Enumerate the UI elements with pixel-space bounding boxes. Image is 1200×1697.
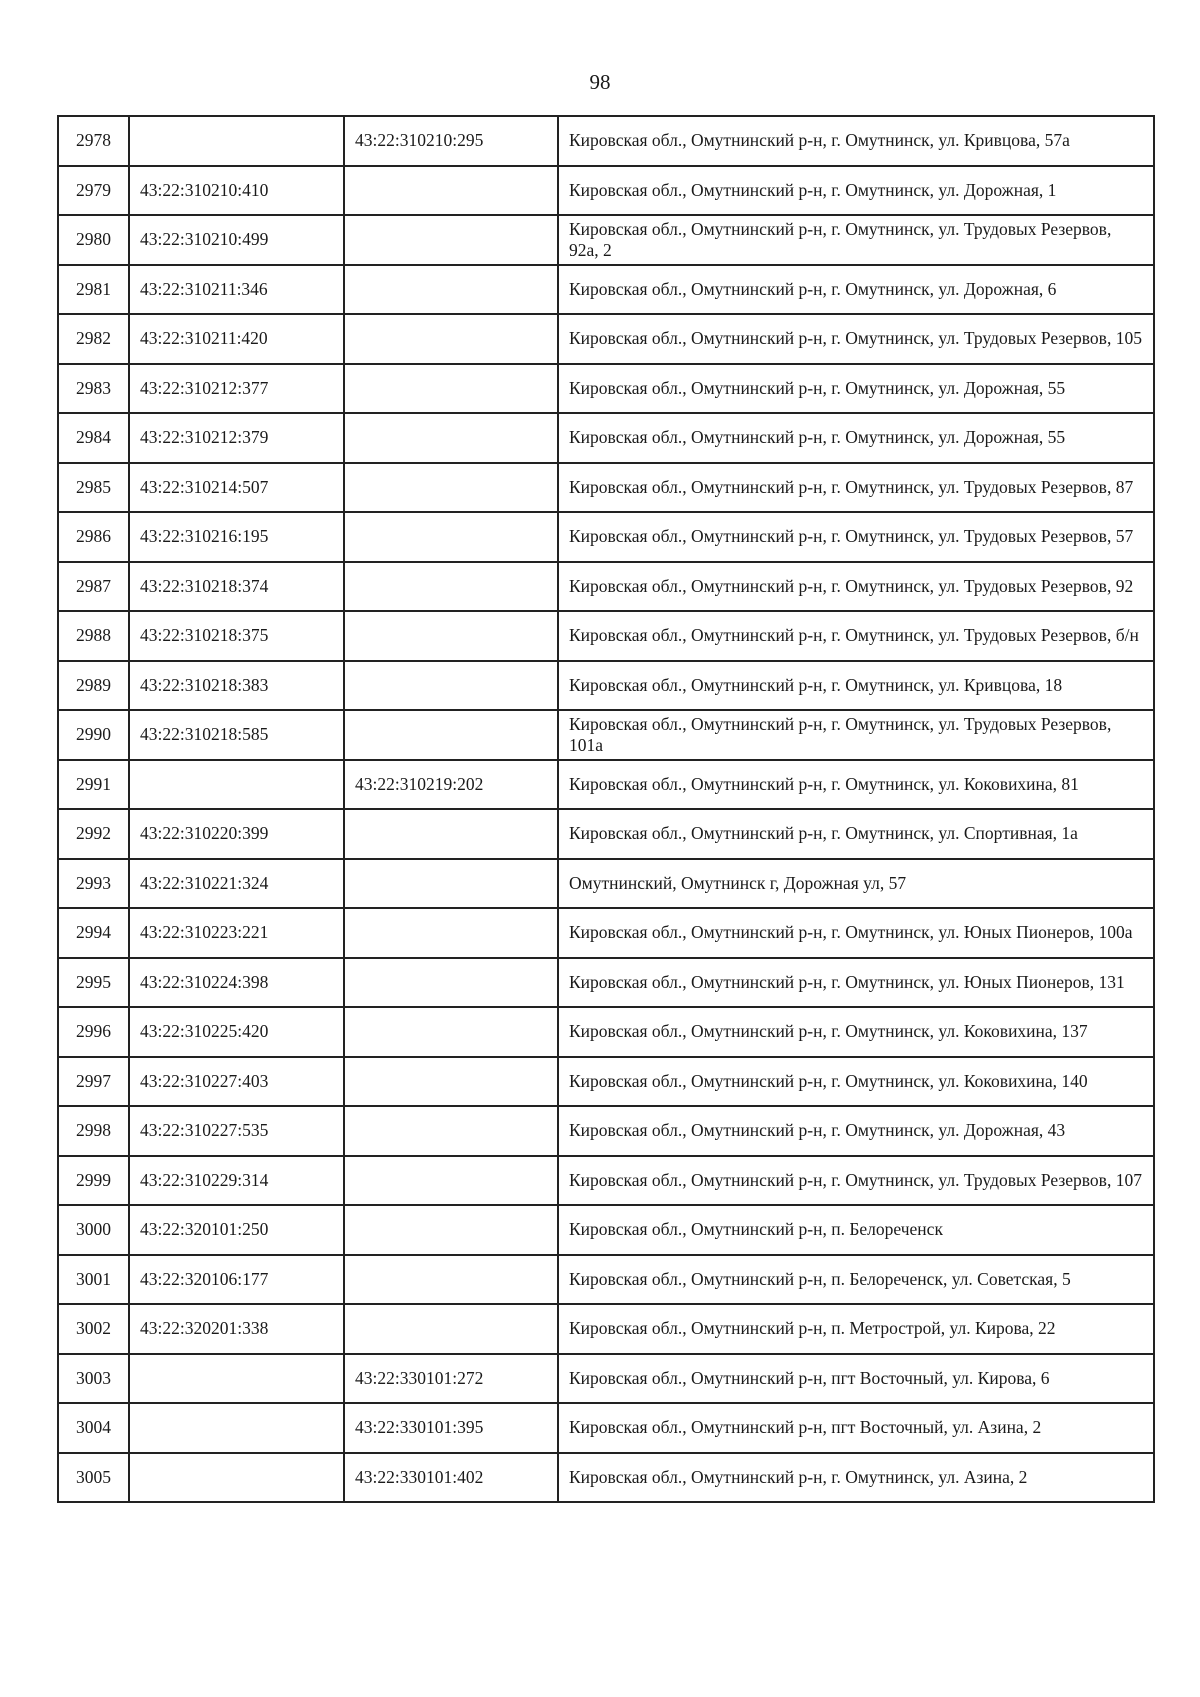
building-cadastral-number-cell — [344, 463, 558, 513]
table-row — [58, 1304, 1154, 1354]
cadastral-number-cell: 43:22:310229:314 — [129, 1156, 344, 1206]
row-number-cell: 3005 — [58, 1453, 129, 1503]
building-cadastral-number-cell: 43:22:310210:295 — [344, 116, 558, 166]
table-row — [58, 661, 1154, 711]
table-row — [58, 314, 1154, 364]
cadastral-number-cell: 43:22:310214:507 — [129, 463, 344, 513]
building-cadastral-number-cell — [344, 1255, 558, 1305]
cadastral-number-cell: 43:22:310227:535 — [129, 1106, 344, 1156]
building-cadastral-number-cell: 43:22:330101:272 — [344, 1354, 558, 1404]
address-cell: Кировская обл., Омутнинский р-н, г. Омутнинск, ул. Азина, 2 — [558, 1453, 1154, 1503]
row-number-cell: 2987 — [58, 562, 129, 612]
cadastral-number-cell — [129, 116, 344, 166]
address-cell: Кировская обл., Омутнинский р-н, пгт Восточный, ул. Кирова, 6 — [558, 1354, 1154, 1404]
cadastral-number-cell: 43:22:310211:346 — [129, 265, 344, 315]
address-cell: Кировская обл., Омутнинский р-н, г. Омутнинск, ул. Трудовых Резервов, б/н — [558, 611, 1154, 661]
cadastral-number-cell: 43:22:310216:195 — [129, 512, 344, 562]
table-row — [58, 215, 1154, 265]
cadastral-number-cell: 43:22:320201:338 — [129, 1304, 344, 1354]
row-number-cell: 2988 — [58, 611, 129, 661]
table-row — [58, 760, 1154, 810]
cadastral-number-cell: 43:22:310218:375 — [129, 611, 344, 661]
address-cell: Кировская обл., Омутнинский р-н, г. Омутнинск, ул. Трудовых Резервов, 57 — [558, 512, 1154, 562]
address-cell: Омутнинский, Омутнинск г, Дорожная ул, 57 — [558, 859, 1154, 909]
row-number-cell: 3000 — [58, 1205, 129, 1255]
building-cadastral-number-cell — [344, 1156, 558, 1206]
address-cell: Кировская обл., Омутнинский р-н, г. Омутнинск, ул. Коковихина, 137 — [558, 1007, 1154, 1057]
row-number-cell: 2984 — [58, 413, 129, 463]
address-cell: Кировская обл., Омутнинский р-н, г. Омутнинск, ул. Трудовых Резервов, 92а, 2 — [558, 215, 1154, 265]
building-cadastral-number-cell — [344, 413, 558, 463]
cadastral-number-cell: 43:22:310218:585 — [129, 710, 344, 760]
address-cell: Кировская обл., Омутнинский р-н, г. Омутнинск, ул. Трудовых Резервов, 105 — [558, 314, 1154, 364]
address-cell: Кировская обл., Омутнинский р-н, г. Омутнинск, ул. Дорожная, 55 — [558, 364, 1154, 414]
building-cadastral-number-cell — [344, 562, 558, 612]
table-row — [58, 958, 1154, 1008]
building-cadastral-number-cell — [344, 710, 558, 760]
cadastral-number-cell: 43:22:310211:420 — [129, 314, 344, 364]
table-row — [58, 710, 1154, 760]
address-cell: Кировская обл., Омутнинский р-н, г. Омутнинск, ул. Юных Пионеров, 100а — [558, 908, 1154, 958]
address-cell: Кировская обл., Омутнинский р-н, г. Омутнинск, ул. Юных Пионеров, 131 — [558, 958, 1154, 1008]
building-cadastral-number-cell — [344, 859, 558, 909]
table-row — [58, 1106, 1154, 1156]
address-cell: Кировская обл., Омутнинский р-н, г. Омутнинск, ул. Дорожная, 1 — [558, 166, 1154, 216]
building-cadastral-number-cell — [344, 1007, 558, 1057]
table-row — [58, 364, 1154, 414]
table-row — [58, 1403, 1154, 1453]
table-row — [58, 562, 1154, 612]
table-row — [58, 908, 1154, 958]
building-cadastral-number-cell — [344, 265, 558, 315]
building-cadastral-number-cell — [344, 809, 558, 859]
row-number-cell: 2996 — [58, 1007, 129, 1057]
cadastral-number-cell: 43:22:310221:324 — [129, 859, 344, 909]
row-number-cell: 2990 — [58, 710, 129, 760]
row-number-cell: 2995 — [58, 958, 129, 1008]
row-number-cell: 2997 — [58, 1057, 129, 1107]
cadastral-number-cell: 43:22:310212:379 — [129, 413, 344, 463]
row-number-cell: 3001 — [58, 1255, 129, 1305]
row-number-cell: 2999 — [58, 1156, 129, 1206]
table-row — [58, 1007, 1154, 1057]
building-cadastral-number-cell — [344, 166, 558, 216]
address-cell: Кировская обл., Омутнинский р-н, п. Белореченск, ул. Советская, 5 — [558, 1255, 1154, 1305]
address-cell: Кировская обл., Омутнинский р-н, г. Омутнинск, ул. Дорожная, 55 — [558, 413, 1154, 463]
cadastral-number-cell: 43:22:310220:399 — [129, 809, 344, 859]
cadastral-number-cell: 43:22:310212:377 — [129, 364, 344, 414]
address-cell: Кировская обл., Омутнинский р-н, г. Омутнинск, ул. Коковихина, 81 — [558, 760, 1154, 810]
building-cadastral-number-cell: 43:22:330101:402 — [344, 1453, 558, 1503]
row-number-cell: 2991 — [58, 760, 129, 810]
address-cell: Кировская обл., Омутнинский р-н, г. Омутнинск, ул. Коковихина, 140 — [558, 1057, 1154, 1107]
table-row — [58, 1057, 1154, 1107]
building-cadastral-number-cell — [344, 1106, 558, 1156]
address-cell: Кировская обл., Омутнинский р-н, п. Метрострой, ул. Кирова, 22 — [558, 1304, 1154, 1354]
table-row — [58, 116, 1154, 166]
building-cadastral-number-cell — [344, 661, 558, 711]
table-row — [58, 265, 1154, 315]
row-number-cell: 2978 — [58, 116, 129, 166]
row-number-cell: 2980 — [58, 215, 129, 265]
cadastral-number-cell: 43:22:310210:499 — [129, 215, 344, 265]
row-number-cell: 2983 — [58, 364, 129, 414]
cadastral-number-cell — [129, 1354, 344, 1404]
address-cell: Кировская обл., Омутнинский р-н, г. Омутнинск, ул. Дорожная, 6 — [558, 265, 1154, 315]
registry-table — [57, 115, 1155, 1503]
row-number-cell: 2982 — [58, 314, 129, 364]
address-cell: Кировская обл., Омутнинский р-н, п. Белореченск — [558, 1205, 1154, 1255]
cadastral-number-cell — [129, 1453, 344, 1503]
cadastral-number-cell: 43:22:310218:383 — [129, 661, 344, 711]
cadastral-number-cell: 43:22:310224:398 — [129, 958, 344, 1008]
building-cadastral-number-cell — [344, 611, 558, 661]
address-cell: Кировская обл., Омутнинский р-н, г. Омутнинск, ул. Трудовых Резервов, 107 — [558, 1156, 1154, 1206]
address-cell: Кировская обл., Омутнинский р-н, пгт Восточный, ул. Азина, 2 — [558, 1403, 1154, 1453]
row-number-cell: 2979 — [58, 166, 129, 216]
table-row — [58, 1255, 1154, 1305]
address-cell: Кировская обл., Омутнинский р-н, г. Омутнинск, ул. Трудовых Резервов, 101а — [558, 710, 1154, 760]
row-number-cell: 3003 — [58, 1354, 129, 1404]
row-number-cell: 2986 — [58, 512, 129, 562]
table-row — [58, 413, 1154, 463]
table-row — [58, 1156, 1154, 1206]
registry-table-body — [58, 116, 1154, 1502]
table-row — [58, 166, 1154, 216]
building-cadastral-number-cell — [344, 364, 558, 414]
table-row — [58, 1354, 1154, 1404]
building-cadastral-number-cell — [344, 1057, 558, 1107]
row-number-cell: 3002 — [58, 1304, 129, 1354]
row-number-cell: 2981 — [58, 265, 129, 315]
table-row — [58, 1453, 1154, 1503]
building-cadastral-number-cell: 43:22:330101:395 — [344, 1403, 558, 1453]
building-cadastral-number-cell — [344, 1304, 558, 1354]
building-cadastral-number-cell — [344, 215, 558, 265]
row-number-cell: 3004 — [58, 1403, 129, 1453]
address-cell: Кировская обл., Омутнинский р-н, г. Омутнинск, ул. Кривцова, 18 — [558, 661, 1154, 711]
table-row — [58, 611, 1154, 661]
address-cell: Кировская обл., Омутнинский р-н, г. Омутнинск, ул. Спортивная, 1а — [558, 809, 1154, 859]
cadastral-number-cell: 43:22:310225:420 — [129, 1007, 344, 1057]
cadastral-number-cell — [129, 760, 344, 810]
building-cadastral-number-cell — [344, 314, 558, 364]
building-cadastral-number-cell: 43:22:310219:202 — [344, 760, 558, 810]
address-cell: Кировская обл., Омутнинский р-н, г. Омутнинск, ул. Кривцова, 57а — [558, 116, 1154, 166]
cadastral-number-cell: 43:22:320101:250 — [129, 1205, 344, 1255]
cadastral-number-cell: 43:22:310223:221 — [129, 908, 344, 958]
address-cell: Кировская обл., Омутнинский р-н, г. Омутнинск, ул. Дорожная, 43 — [558, 1106, 1154, 1156]
cadastral-number-cell: 43:22:310218:374 — [129, 562, 344, 612]
cadastral-number-cell: 43:22:320106:177 — [129, 1255, 344, 1305]
building-cadastral-number-cell — [344, 1205, 558, 1255]
cadastral-number-cell: 43:22:310210:410 — [129, 166, 344, 216]
building-cadastral-number-cell — [344, 908, 558, 958]
row-number-cell: 2989 — [58, 661, 129, 711]
address-cell: Кировская обл., Омутнинский р-н, г. Омутнинск, ул. Трудовых Резервов, 87 — [558, 463, 1154, 513]
building-cadastral-number-cell — [344, 512, 558, 562]
table-row — [58, 809, 1154, 859]
cadastral-number-cell — [129, 1403, 344, 1453]
address-cell: Кировская обл., Омутнинский р-н, г. Омутнинск, ул. Трудовых Резервов, 92 — [558, 562, 1154, 612]
table-row — [58, 463, 1154, 513]
row-number-cell: 2993 — [58, 859, 129, 909]
building-cadastral-number-cell — [344, 958, 558, 1008]
page-number: 98 — [589, 70, 611, 94]
row-number-cell: 2994 — [58, 908, 129, 958]
row-number-cell: 2985 — [58, 463, 129, 513]
table-row — [58, 859, 1154, 909]
table-row — [58, 1205, 1154, 1255]
row-number-cell: 2992 — [58, 809, 129, 859]
table-row — [58, 512, 1154, 562]
row-number-cell: 2998 — [58, 1106, 129, 1156]
cadastral-number-cell: 43:22:310227:403 — [129, 1057, 344, 1107]
